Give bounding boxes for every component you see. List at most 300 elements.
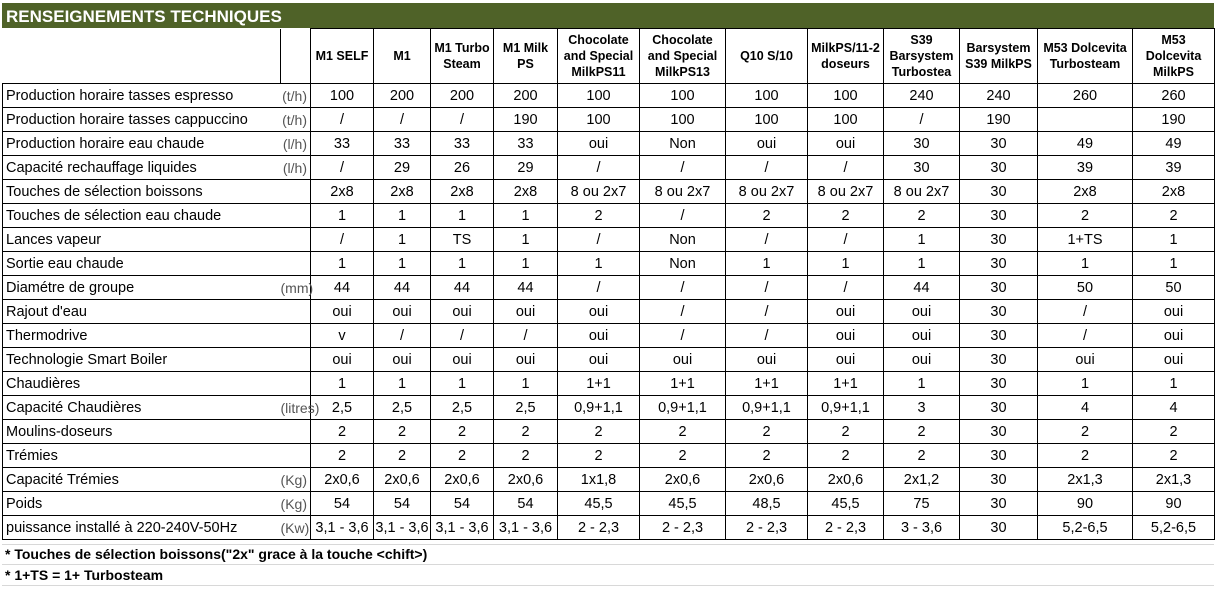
row-label: Sortie eau chaude bbox=[3, 252, 281, 276]
table-cell: 33 bbox=[311, 132, 374, 156]
table-cell: 1+1 bbox=[726, 372, 808, 396]
table-cell: 2x0,6 bbox=[726, 468, 808, 492]
table-cell: / bbox=[431, 324, 494, 348]
table-cell: / bbox=[1038, 324, 1133, 348]
table-cell: / bbox=[640, 276, 726, 300]
table-cell: 2x0,6 bbox=[374, 468, 431, 492]
table-cell: 30 bbox=[960, 468, 1038, 492]
row-unit bbox=[281, 300, 311, 324]
row-unit bbox=[281, 372, 311, 396]
row-label: Capacité Chaudières bbox=[3, 396, 281, 420]
table-cell: 30 bbox=[960, 228, 1038, 252]
table-cell: oui bbox=[808, 132, 884, 156]
table-row bbox=[3, 156, 1215, 180]
row-unit: (Kg) bbox=[281, 492, 311, 516]
row-unit: (mm) bbox=[281, 276, 311, 300]
table-cell: 2 bbox=[726, 204, 808, 228]
table-cell: 30 bbox=[960, 300, 1038, 324]
row-unit bbox=[281, 444, 311, 468]
table-row bbox=[3, 300, 1215, 324]
header-spacer bbox=[281, 29, 311, 84]
table-cell: 2 bbox=[808, 204, 884, 228]
table-cell: 45,5 bbox=[640, 492, 726, 516]
table-cell: 2 bbox=[558, 204, 640, 228]
row-unit: (litres) bbox=[281, 396, 311, 420]
table-cell: 44 bbox=[374, 276, 431, 300]
table-cell: 1 bbox=[884, 228, 960, 252]
row-label: Touches de sélection eau chaude bbox=[3, 204, 281, 228]
table-cell: 2 bbox=[884, 420, 960, 444]
table-cell: 3,1 - 3,6 bbox=[431, 516, 494, 540]
table-cell: 2,5 bbox=[374, 396, 431, 420]
table-cell: 1+1 bbox=[558, 372, 640, 396]
table-cell: 2 bbox=[1133, 444, 1215, 468]
model-header: Chocolate and Special MilkPS13 bbox=[640, 29, 726, 84]
table-cell: 48,5 bbox=[726, 492, 808, 516]
model-header: MilkPS/11-2 doseurs bbox=[808, 29, 884, 84]
table-cell: oui bbox=[808, 324, 884, 348]
table-cell: 2 - 2,3 bbox=[558, 516, 640, 540]
table-cell: 30 bbox=[960, 204, 1038, 228]
table-cell: 200 bbox=[494, 84, 558, 108]
table-cell: 1 bbox=[1133, 252, 1215, 276]
row-unit bbox=[281, 324, 311, 348]
table-row bbox=[3, 468, 1215, 492]
table-cell: oui bbox=[884, 300, 960, 324]
table-cell: 1 bbox=[494, 204, 558, 228]
table-cell: 1 bbox=[374, 252, 431, 276]
table-cell: 1 bbox=[1133, 372, 1215, 396]
table-cell: 33 bbox=[494, 132, 558, 156]
table-cell: 54 bbox=[374, 492, 431, 516]
model-header: Chocolate and Special MilkPS11 bbox=[558, 29, 640, 84]
header-spacer bbox=[3, 29, 281, 84]
table-cell: / bbox=[558, 156, 640, 180]
row-label: Technologie Smart Boiler bbox=[3, 348, 281, 372]
table-cell: 29 bbox=[494, 156, 558, 180]
table-row bbox=[3, 420, 1215, 444]
table-cell: 2 bbox=[1038, 204, 1133, 228]
model-header: M1 SELF bbox=[311, 29, 374, 84]
table-cell: 1+TS bbox=[1038, 228, 1133, 252]
row-unit: (Kw) bbox=[281, 516, 311, 540]
row-unit bbox=[281, 228, 311, 252]
table-row bbox=[3, 396, 1215, 420]
model-header: M1 bbox=[374, 29, 431, 84]
table-cell: 2 bbox=[884, 444, 960, 468]
table-cell: 100 bbox=[640, 84, 726, 108]
table-cell: 1+1 bbox=[640, 372, 726, 396]
table-cell: 30 bbox=[884, 132, 960, 156]
table-cell: 200 bbox=[431, 84, 494, 108]
table-row bbox=[3, 276, 1215, 300]
table-cell: oui bbox=[808, 300, 884, 324]
table-cell: oui bbox=[1133, 324, 1215, 348]
note-1: * Touches de sélection boissons("2x" grace à la touche <chift>) bbox=[2, 544, 1214, 565]
table-cell: 100 bbox=[808, 108, 884, 132]
table-cell: / bbox=[311, 228, 374, 252]
table-cell: oui bbox=[431, 348, 494, 372]
row-unit bbox=[281, 204, 311, 228]
row-label: Poids bbox=[3, 492, 281, 516]
table-cell: 30 bbox=[960, 492, 1038, 516]
table-cell: 5,2-6,5 bbox=[1133, 516, 1215, 540]
table-cell: 1x1,8 bbox=[558, 468, 640, 492]
table-row bbox=[3, 444, 1215, 468]
table-cell: 260 bbox=[1133, 84, 1215, 108]
table-cell: 2,5 bbox=[494, 396, 558, 420]
table-cell: 100 bbox=[311, 84, 374, 108]
table-cell: oui bbox=[726, 348, 808, 372]
table-cell: 1 bbox=[808, 252, 884, 276]
table-cell: 2 bbox=[808, 444, 884, 468]
table-cell: / bbox=[808, 276, 884, 300]
table-cell: 75 bbox=[884, 492, 960, 516]
table-cell: 2 bbox=[311, 444, 374, 468]
table-cell: 1 bbox=[311, 252, 374, 276]
table-cell: 2x0,6 bbox=[431, 468, 494, 492]
table-cell: oui bbox=[1038, 348, 1133, 372]
header-row bbox=[3, 29, 1215, 84]
table-cell: 1 bbox=[726, 252, 808, 276]
table-cell: 8 ou 2x7 bbox=[726, 180, 808, 204]
table-cell: 1+1 bbox=[808, 372, 884, 396]
model-header: M53 Dolcevita Turbosteam bbox=[1038, 29, 1133, 84]
table-cell: 8 ou 2x7 bbox=[640, 180, 726, 204]
table-cell: 2 bbox=[494, 420, 558, 444]
table-cell: / bbox=[808, 156, 884, 180]
row-unit bbox=[281, 420, 311, 444]
table-cell: 2 bbox=[1038, 420, 1133, 444]
table-cell: oui bbox=[808, 348, 884, 372]
table-cell: 2x1,3 bbox=[1133, 468, 1215, 492]
table-cell: 2 - 2,3 bbox=[726, 516, 808, 540]
note-2: * 1+TS = 1+ Turbosteam bbox=[2, 565, 1214, 586]
table-cell: 30 bbox=[960, 444, 1038, 468]
table-cell: / bbox=[726, 324, 808, 348]
table-cell: 2 bbox=[1133, 420, 1215, 444]
sheet-title: RENSEIGNEMENTS TECHNIQUES bbox=[2, 3, 1214, 28]
table-cell: 44 bbox=[431, 276, 494, 300]
table-cell: 2 bbox=[726, 444, 808, 468]
table-cell: 90 bbox=[1038, 492, 1133, 516]
table-cell: 190 bbox=[960, 108, 1038, 132]
table-cell: 1 bbox=[374, 228, 431, 252]
table-cell: 190 bbox=[1133, 108, 1215, 132]
row-unit: (t/h) bbox=[281, 108, 311, 132]
row-label: Capacité rechauffage liquides bbox=[3, 156, 281, 180]
table-cell: 2x8 bbox=[311, 180, 374, 204]
table-cell: 1 bbox=[431, 372, 494, 396]
table-cell: 26 bbox=[431, 156, 494, 180]
table-cell: 4 bbox=[1038, 396, 1133, 420]
table-cell: 1 bbox=[494, 252, 558, 276]
table-cell: 2 bbox=[640, 444, 726, 468]
table-cell: / bbox=[640, 204, 726, 228]
table-cell: oui bbox=[494, 300, 558, 324]
table-cell: 3,1 - 3,6 bbox=[374, 516, 431, 540]
table-cell: oui bbox=[884, 324, 960, 348]
row-label: Trémies bbox=[3, 444, 281, 468]
table-cell: oui bbox=[311, 348, 374, 372]
table-cell: 50 bbox=[1038, 276, 1133, 300]
table-cell: 0,9+1,1 bbox=[808, 396, 884, 420]
table-cell: oui bbox=[558, 324, 640, 348]
row-unit bbox=[281, 252, 311, 276]
table-cell: oui bbox=[1133, 348, 1215, 372]
table-cell: 30 bbox=[960, 156, 1038, 180]
table-cell: oui bbox=[374, 300, 431, 324]
table-cell: 33 bbox=[431, 132, 494, 156]
table-cell: / bbox=[558, 276, 640, 300]
table-cell: oui bbox=[558, 300, 640, 324]
table-cell: 44 bbox=[311, 276, 374, 300]
table-cell: 44 bbox=[884, 276, 960, 300]
table-cell: 30 bbox=[960, 420, 1038, 444]
table-cell: TS bbox=[431, 228, 494, 252]
row-label: Production horaire eau chaude bbox=[3, 132, 281, 156]
table-cell: 30 bbox=[960, 324, 1038, 348]
row-label: Production horaire tasses espresso bbox=[3, 84, 281, 108]
table-cell: oui bbox=[311, 300, 374, 324]
table-cell: 39 bbox=[1038, 156, 1133, 180]
table-cell: 2 bbox=[374, 420, 431, 444]
table-cell: 2,5 bbox=[431, 396, 494, 420]
table-cell: 49 bbox=[1133, 132, 1215, 156]
table-cell: 39 bbox=[1133, 156, 1215, 180]
table-cell: 100 bbox=[558, 108, 640, 132]
table-cell: 100 bbox=[640, 108, 726, 132]
table-cell: 30 bbox=[960, 132, 1038, 156]
table-cell: Non bbox=[640, 252, 726, 276]
table-cell: 100 bbox=[726, 84, 808, 108]
table-cell: 2x8 bbox=[374, 180, 431, 204]
table-cell: 44 bbox=[494, 276, 558, 300]
table-cell: / bbox=[1038, 300, 1133, 324]
table-cell: 1 bbox=[311, 372, 374, 396]
table-row bbox=[3, 204, 1215, 228]
notes bbox=[2, 544, 1214, 586]
table-cell: / bbox=[640, 300, 726, 324]
table-cell: 2 bbox=[726, 420, 808, 444]
table-cell: oui bbox=[640, 348, 726, 372]
table-cell: 190 bbox=[494, 108, 558, 132]
model-header: M1 Turbo Steam bbox=[431, 29, 494, 84]
table-row bbox=[3, 252, 1215, 276]
table-cell: 33 bbox=[374, 132, 431, 156]
table-cell: 240 bbox=[884, 84, 960, 108]
table-cell: 100 bbox=[726, 108, 808, 132]
table-cell: 2 bbox=[494, 444, 558, 468]
table-cell: / bbox=[311, 156, 374, 180]
row-unit: (l/h) bbox=[281, 156, 311, 180]
table-cell: 1 bbox=[494, 228, 558, 252]
table-cell: 2 bbox=[558, 420, 640, 444]
table-cell: oui bbox=[1133, 300, 1215, 324]
row-label: Rajout d'eau bbox=[3, 300, 281, 324]
table-cell: oui bbox=[558, 132, 640, 156]
table-cell: 90 bbox=[1133, 492, 1215, 516]
table-row bbox=[3, 372, 1215, 396]
table-cell: 30 bbox=[960, 348, 1038, 372]
table-cell: / bbox=[726, 228, 808, 252]
table-cell: / bbox=[494, 324, 558, 348]
row-label: Thermodrive bbox=[3, 324, 281, 348]
table-cell: oui bbox=[726, 132, 808, 156]
table-cell: 2x0,6 bbox=[808, 468, 884, 492]
model-header: M53 Dolcevita MilkPS bbox=[1133, 29, 1215, 84]
spec-sheet bbox=[2, 3, 1214, 540]
table-cell: 100 bbox=[558, 84, 640, 108]
table-cell: 2x0,6 bbox=[640, 468, 726, 492]
table-cell: 200 bbox=[374, 84, 431, 108]
table-cell: / bbox=[808, 228, 884, 252]
table-cell: 1 bbox=[1038, 372, 1133, 396]
table-cell: / bbox=[726, 276, 808, 300]
row-label: Diamétre de groupe bbox=[3, 276, 281, 300]
row-label: Production horaire tasses cappuccino bbox=[3, 108, 281, 132]
table-cell: 30 bbox=[960, 516, 1038, 540]
table-row bbox=[3, 180, 1215, 204]
table-cell: 2x8 bbox=[1038, 180, 1133, 204]
table-cell: 0,9+1,1 bbox=[640, 396, 726, 420]
row-label: Moulins-doseurs bbox=[3, 420, 281, 444]
table-cell: 2 bbox=[558, 444, 640, 468]
table-cell: 2,5 bbox=[311, 396, 374, 420]
row-unit: (l/h) bbox=[281, 132, 311, 156]
table-cell: 260 bbox=[1038, 84, 1133, 108]
table-cell: oui bbox=[431, 300, 494, 324]
model-header: M1 Milk PS bbox=[494, 29, 558, 84]
table-row bbox=[3, 492, 1215, 516]
table-row bbox=[3, 228, 1215, 252]
table-cell: 1 bbox=[1038, 252, 1133, 276]
table-cell: 2x1,2 bbox=[884, 468, 960, 492]
table-row bbox=[3, 324, 1215, 348]
table-cell: 2 bbox=[431, 444, 494, 468]
table-cell: 2 bbox=[431, 420, 494, 444]
row-label: Lances vapeur bbox=[3, 228, 281, 252]
table-cell: 0,9+1,1 bbox=[726, 396, 808, 420]
table-cell: 2 bbox=[1133, 204, 1215, 228]
table-cell: 4 bbox=[1133, 396, 1215, 420]
table-cell bbox=[1038, 108, 1133, 132]
table-cell: 45,5 bbox=[558, 492, 640, 516]
row-label: puissance installé à 220-240V-50Hz bbox=[3, 516, 281, 540]
table-cell: / bbox=[884, 108, 960, 132]
table-cell: 2x8 bbox=[431, 180, 494, 204]
table-cell: 5,2-6,5 bbox=[1038, 516, 1133, 540]
table-cell: 2x0,6 bbox=[494, 468, 558, 492]
table-cell: 2 - 2,3 bbox=[640, 516, 726, 540]
table-cell: oui bbox=[374, 348, 431, 372]
table-cell: 1 bbox=[884, 252, 960, 276]
row-unit bbox=[281, 348, 311, 372]
table-cell: / bbox=[726, 156, 808, 180]
table-cell: 1 bbox=[431, 204, 494, 228]
table-row bbox=[3, 108, 1215, 132]
table-cell: 1 bbox=[884, 372, 960, 396]
table-cell: 1 bbox=[1133, 228, 1215, 252]
table-cell: / bbox=[640, 324, 726, 348]
table-cell: 240 bbox=[960, 84, 1038, 108]
table-cell: 8 ou 2x7 bbox=[558, 180, 640, 204]
table-cell: / bbox=[431, 108, 494, 132]
table-cell: 54 bbox=[431, 492, 494, 516]
table-cell: 2 bbox=[1038, 444, 1133, 468]
table-cell: 2 bbox=[374, 444, 431, 468]
table-cell: 49 bbox=[1038, 132, 1133, 156]
table-cell: 8 ou 2x7 bbox=[884, 180, 960, 204]
table-cell: / bbox=[640, 156, 726, 180]
table-cell: v bbox=[311, 324, 374, 348]
table-cell: 3 bbox=[884, 396, 960, 420]
model-header: Q10 S/10 bbox=[726, 29, 808, 84]
table-cell: / bbox=[374, 324, 431, 348]
table-cell: 54 bbox=[494, 492, 558, 516]
table-cell: 1 bbox=[311, 204, 374, 228]
table-cell: / bbox=[726, 300, 808, 324]
table-cell: oui bbox=[494, 348, 558, 372]
row-label: Chaudières bbox=[3, 372, 281, 396]
table-cell: 2x0,6 bbox=[311, 468, 374, 492]
table-cell: 30 bbox=[960, 372, 1038, 396]
table-cell: 30 bbox=[960, 180, 1038, 204]
table-cell: 1 bbox=[558, 252, 640, 276]
table-cell: 50 bbox=[1133, 276, 1215, 300]
table-cell: 2 bbox=[884, 204, 960, 228]
table-cell: 1 bbox=[494, 372, 558, 396]
table-cell: 30 bbox=[960, 396, 1038, 420]
table-cell: 8 ou 2x7 bbox=[808, 180, 884, 204]
table-cell: 30 bbox=[960, 252, 1038, 276]
table-cell: oui bbox=[558, 348, 640, 372]
row-label: Capacité Trémies bbox=[3, 468, 281, 492]
table-cell: 2 bbox=[640, 420, 726, 444]
table-cell: 2 - 2,3 bbox=[808, 516, 884, 540]
table-cell: Non bbox=[640, 228, 726, 252]
table-row bbox=[3, 84, 1215, 108]
table-cell: 3 - 3,6 bbox=[884, 516, 960, 540]
table-cell: 1 bbox=[374, 372, 431, 396]
table-cell: Non bbox=[640, 132, 726, 156]
row-unit bbox=[281, 180, 311, 204]
row-unit: (t/h) bbox=[281, 84, 311, 108]
table-row bbox=[3, 348, 1215, 372]
table-cell: 1 bbox=[374, 204, 431, 228]
table-cell: 2 bbox=[311, 420, 374, 444]
row-unit: (Kg) bbox=[281, 468, 311, 492]
table-cell: / bbox=[311, 108, 374, 132]
table-cell: 2x8 bbox=[1133, 180, 1215, 204]
row-label: Touches de sélection boissons bbox=[3, 180, 281, 204]
table-cell: 54 bbox=[311, 492, 374, 516]
spec-table bbox=[2, 28, 1215, 540]
model-header: Barsystem S39 MilkPS bbox=[960, 29, 1038, 84]
table-cell: oui bbox=[884, 348, 960, 372]
empty-row bbox=[2, 522, 1214, 545]
table-cell: 30 bbox=[960, 276, 1038, 300]
table-cell: 30 bbox=[884, 156, 960, 180]
table-cell: 3,1 - 3,6 bbox=[311, 516, 374, 540]
table-cell: 45,5 bbox=[808, 492, 884, 516]
table-cell: 100 bbox=[808, 84, 884, 108]
table-cell: 2 bbox=[808, 420, 884, 444]
model-header: S39 Barsystem Turbostea bbox=[884, 29, 960, 84]
table-cell: 2x8 bbox=[494, 180, 558, 204]
table-row bbox=[3, 132, 1215, 156]
table-cell: / bbox=[374, 108, 431, 132]
